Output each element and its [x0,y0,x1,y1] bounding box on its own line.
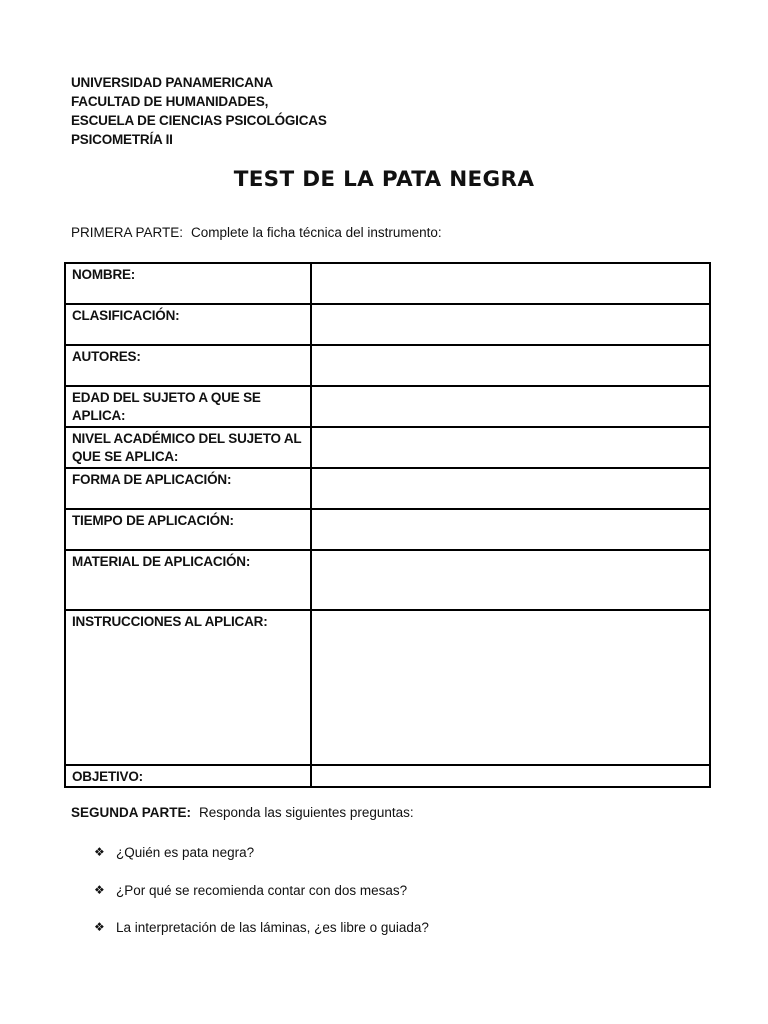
table-row [65,765,710,787]
table-row [65,610,710,765]
document-title: TEST DE LA PATA NEGRA [233,167,535,192]
row-field-nombre[interactable] [311,263,710,304]
table-row [65,550,710,610]
table-row [65,386,710,427]
table-row [65,263,710,304]
row-field-nivel-academico[interactable] [311,427,710,468]
row-label-clasificacion: CLASIFICACIÓN: [65,304,311,345]
header-line-university: UNIVERSIDAD PANAMERICANA [71,75,273,90]
row-field-material-aplicacion[interactable] [311,550,710,610]
list-item [94,919,429,957]
row-label-edad: EDAD DEL SUJETO A QUE SE APLICA: [65,386,311,427]
row-field-edad[interactable] [311,386,710,427]
row-field-instrucciones[interactable] [311,610,710,765]
technical-sheet-table [64,262,711,788]
section-two-intro [71,805,414,820]
institution-header [71,73,327,149]
header-line-course: PSICOMETRÍA II [71,132,173,147]
table-row [65,468,710,509]
row-label-tiempo-aplicacion: TIEMPO DE APLICACIÓN: [65,509,311,550]
list-item [94,844,429,882]
section-two-label: SEGUNDA PARTE: [71,805,192,820]
row-label-objetivo: OBJETIVO: [65,765,311,787]
section-two-instruction: Responda las siguientes preguntas: [199,805,414,820]
row-field-objetivo[interactable] [311,765,710,787]
row-field-tiempo-aplicacion[interactable] [311,509,710,550]
diamond-bullet-icon: ❖ [94,882,105,897]
row-label-nombre: NOMBRE: [65,263,311,304]
row-label-autores: AUTORES: [65,345,311,386]
list-item [94,882,429,920]
header-line-school: ESCUELA DE CIENCIAS PSICOLÓGICAS [71,113,327,128]
diamond-bullet-icon: ❖ [94,845,105,859]
table-row [65,509,710,550]
question-text: ¿Quién es pata negra? [116,845,255,860]
row-label-nivel-academico: NIVEL ACADÉMICO DEL SUJETO AL QUE SE APLICA: [65,427,311,468]
row-field-clasificacion[interactable] [311,304,710,345]
section-one-instruction: Complete la ficha técnica del instrumento: [191,225,442,240]
row-field-forma-aplicacion[interactable] [311,468,710,509]
table-row [65,345,710,386]
section-one-label: PRIMERA PARTE: [71,225,184,240]
header-line-faculty: FACULTAD DE HUMANIDADES, [71,94,269,109]
table-row [65,427,710,468]
question-text: ¿Por qué se recomienda contar con dos mesas? [116,882,408,898]
question-text: La interpretación de las láminas, ¿es libre o guiada? [116,920,429,935]
row-label-material-aplicacion: MATERIAL DE APLICACIÓN: [65,550,311,610]
diamond-bullet-icon: ❖ [94,920,105,934]
row-label-forma-aplicacion: FORMA DE APLICACIÓN: [65,468,311,509]
section-one-intro [71,225,442,240]
row-label-instrucciones: INSTRUCCIONES AL APLICAR: [65,610,311,765]
row-field-autores[interactable] [311,345,710,386]
table-row [65,304,710,345]
questions-list [94,844,429,957]
